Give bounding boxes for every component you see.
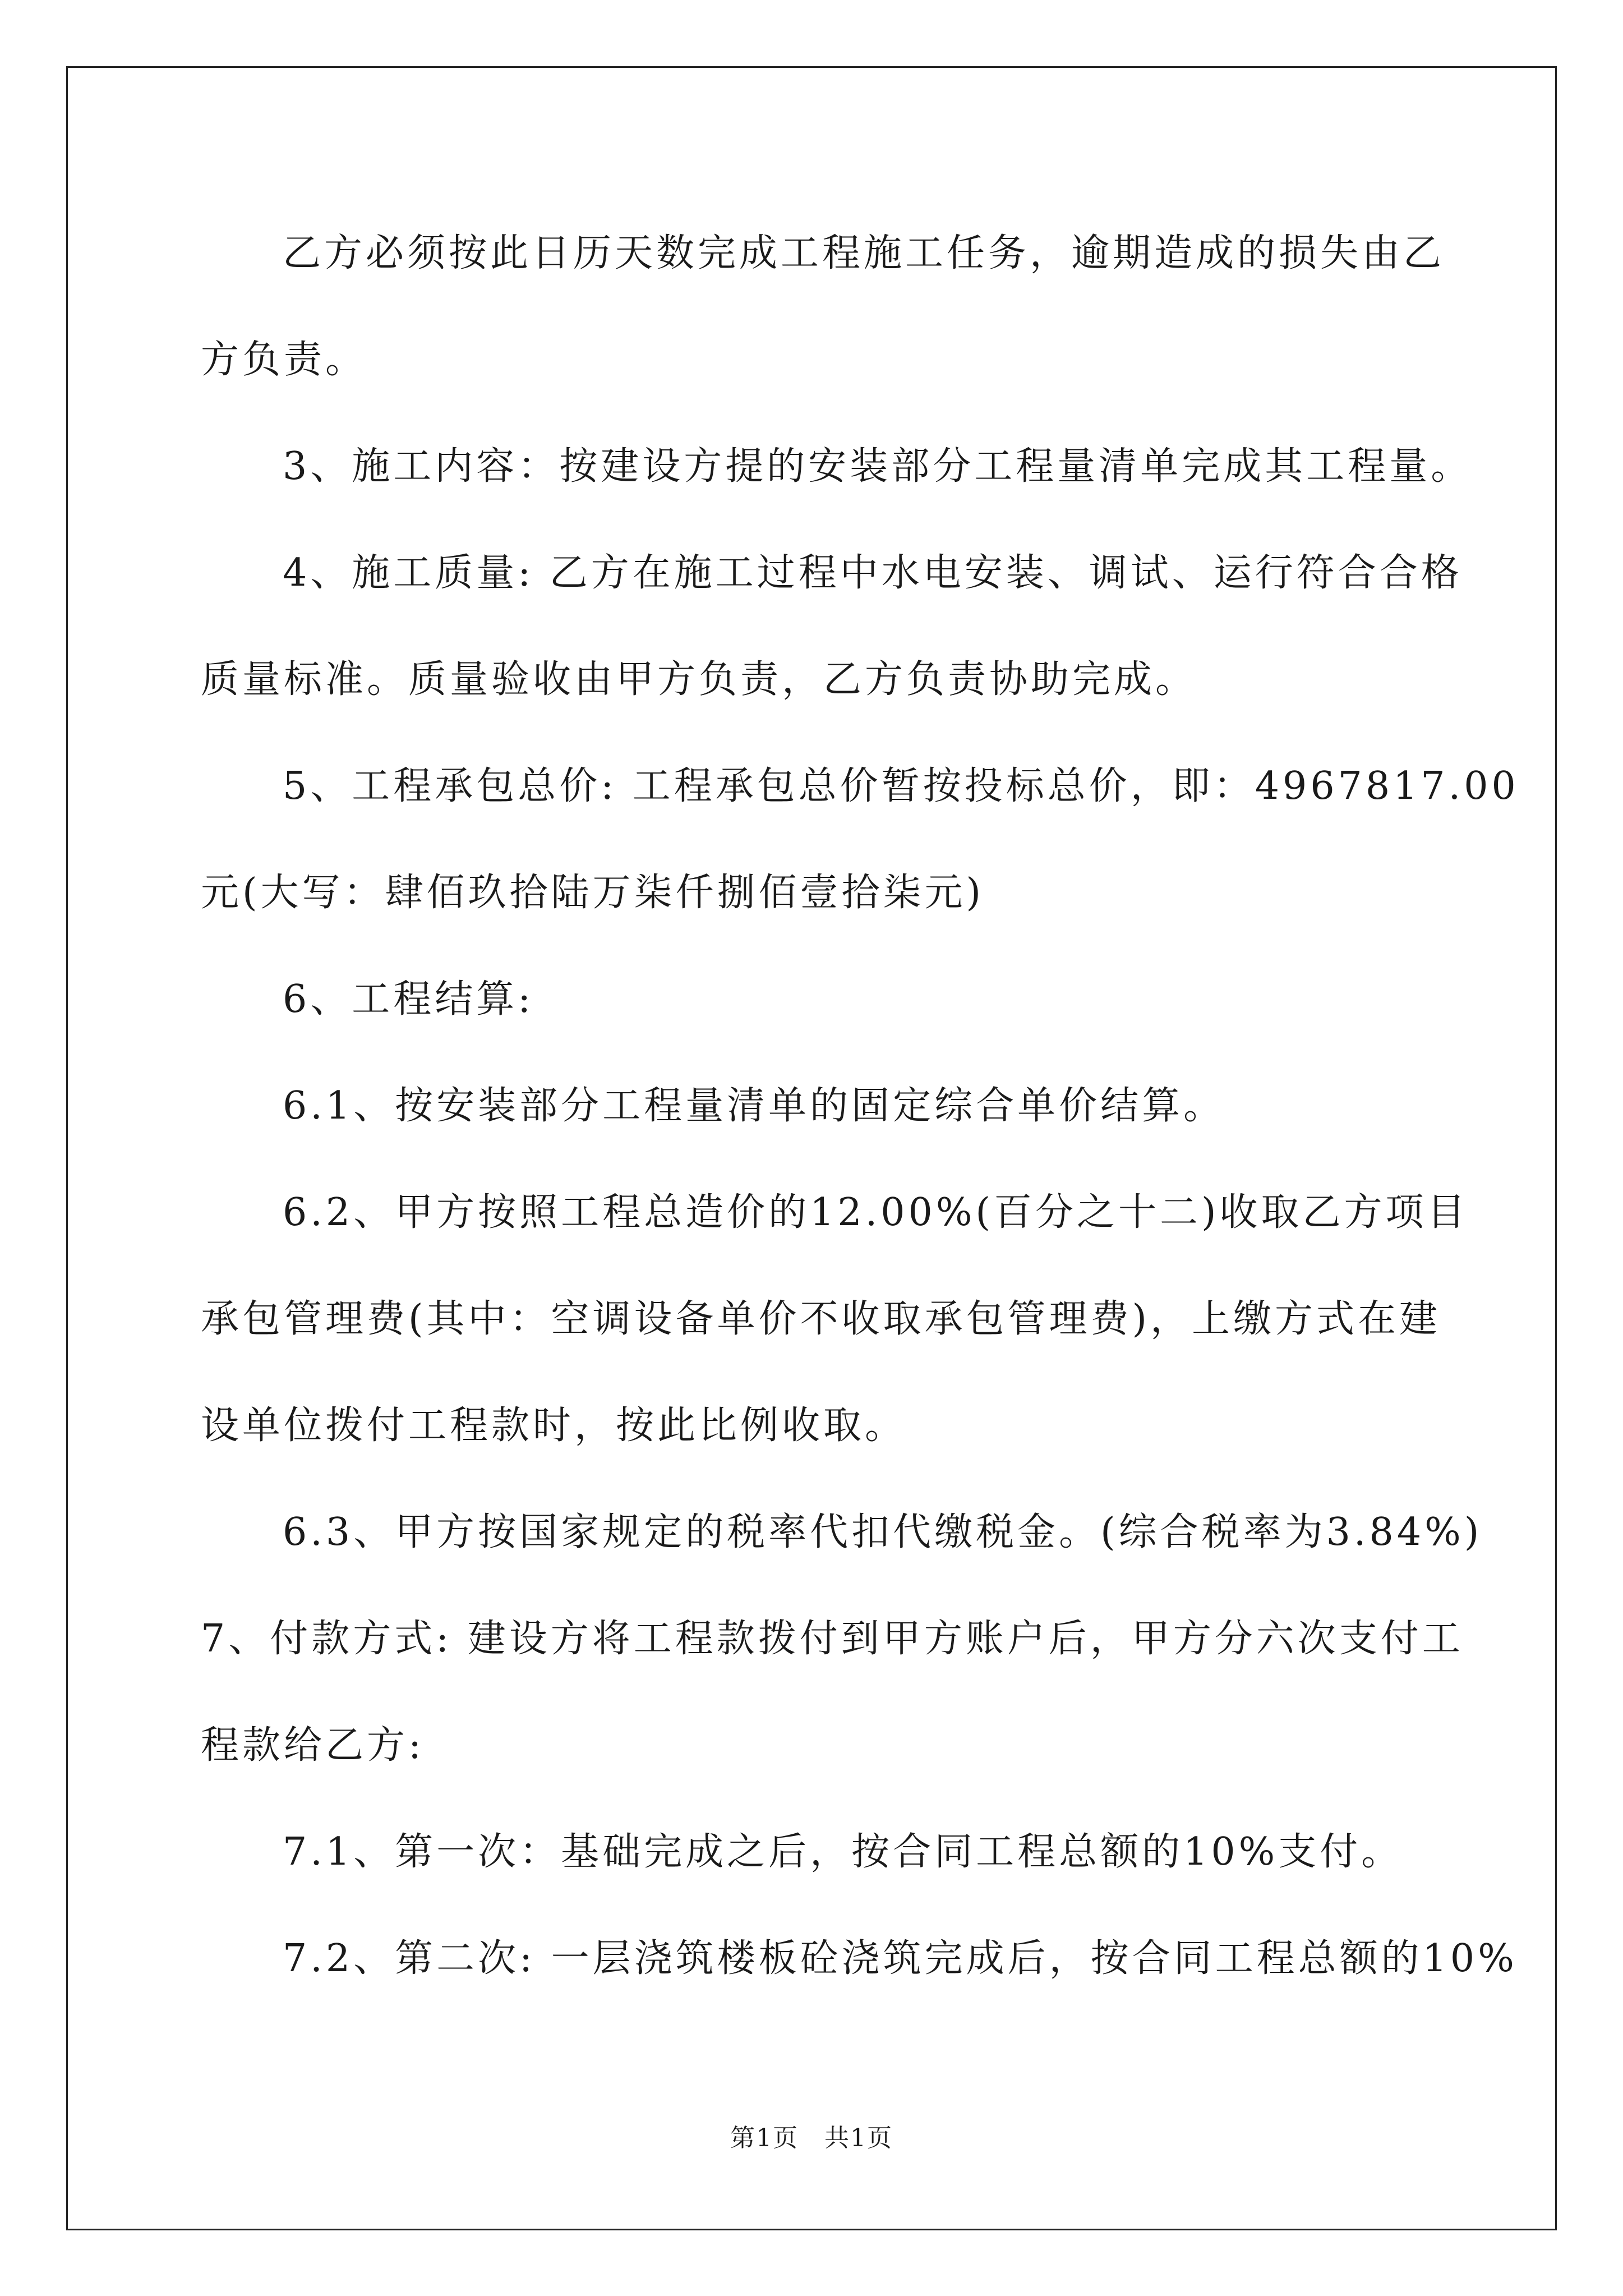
paragraph-line-15: 程款给乙方: (201, 1723, 425, 1768)
paragraph-line-5: 质量标准。质量验收由甲方负责，乙方负责协助完成。 (201, 657, 1197, 702)
page-border (66, 66, 1557, 2230)
paragraph-line-17: 7.2、第二次: 一层浇筑楼板砼浇筑完成后，按合同工程总额的10% (283, 1936, 1518, 1981)
paragraph-line-11: 承包管理费(其中：空调设备单价不收取承包管理费)，上缴方式在建 (201, 1297, 1441, 1341)
paragraph-line-9: 6.1、按安装部分工程量清单的固定综合单价结算。 (283, 1084, 1225, 1128)
paragraph-line-6: 5、工程承包总价: 工程承包总价暂按投标总价，即：4967817.00 (283, 764, 1519, 808)
page-number-footer: 第1页 共1页 (730, 2124, 893, 2152)
paragraph-line-12: 设单位拨付工程款时，按此比例收取。 (201, 1404, 907, 1448)
paragraph-line-16: 7.1、第一次：基础完成之后，按合同工程总额的10%支付。 (283, 1830, 1403, 1874)
paragraph-line-3: 3、施工内容：按建设方提的安装部分工程量清单完成其工程量。 (283, 444, 1473, 489)
paragraph-line-4: 4、施工质量: 乙方在施工过程中水电安装、调试、运行符合合格 (283, 551, 1463, 595)
paragraph-line-13: 6.3、甲方按国家规定的税率代扣代缴税金。(综合税率为3.84%) (283, 1510, 1483, 1554)
paragraph-line-10: 6.2、甲方按照工程总造价的12.00%(百分之十二)收取乙方项目 (283, 1190, 1469, 1235)
paragraph-line-1: 乙方必须按此日历天数完成工程施工任务，逾期造成的损失由乙 (283, 231, 1445, 275)
paragraph-line-14: 7、付款方式: 建设方将工程款拨付到甲方账户后，甲方分六次支付工 (201, 1617, 1464, 1661)
paragraph-line-8: 6、工程结算: (283, 977, 534, 1022)
paragraph-line-7: 元(大写：肆佰玖拾陆万柒仟捌佰壹拾柒元) (201, 871, 985, 915)
paragraph-line-2: 方负责。 (201, 338, 367, 382)
